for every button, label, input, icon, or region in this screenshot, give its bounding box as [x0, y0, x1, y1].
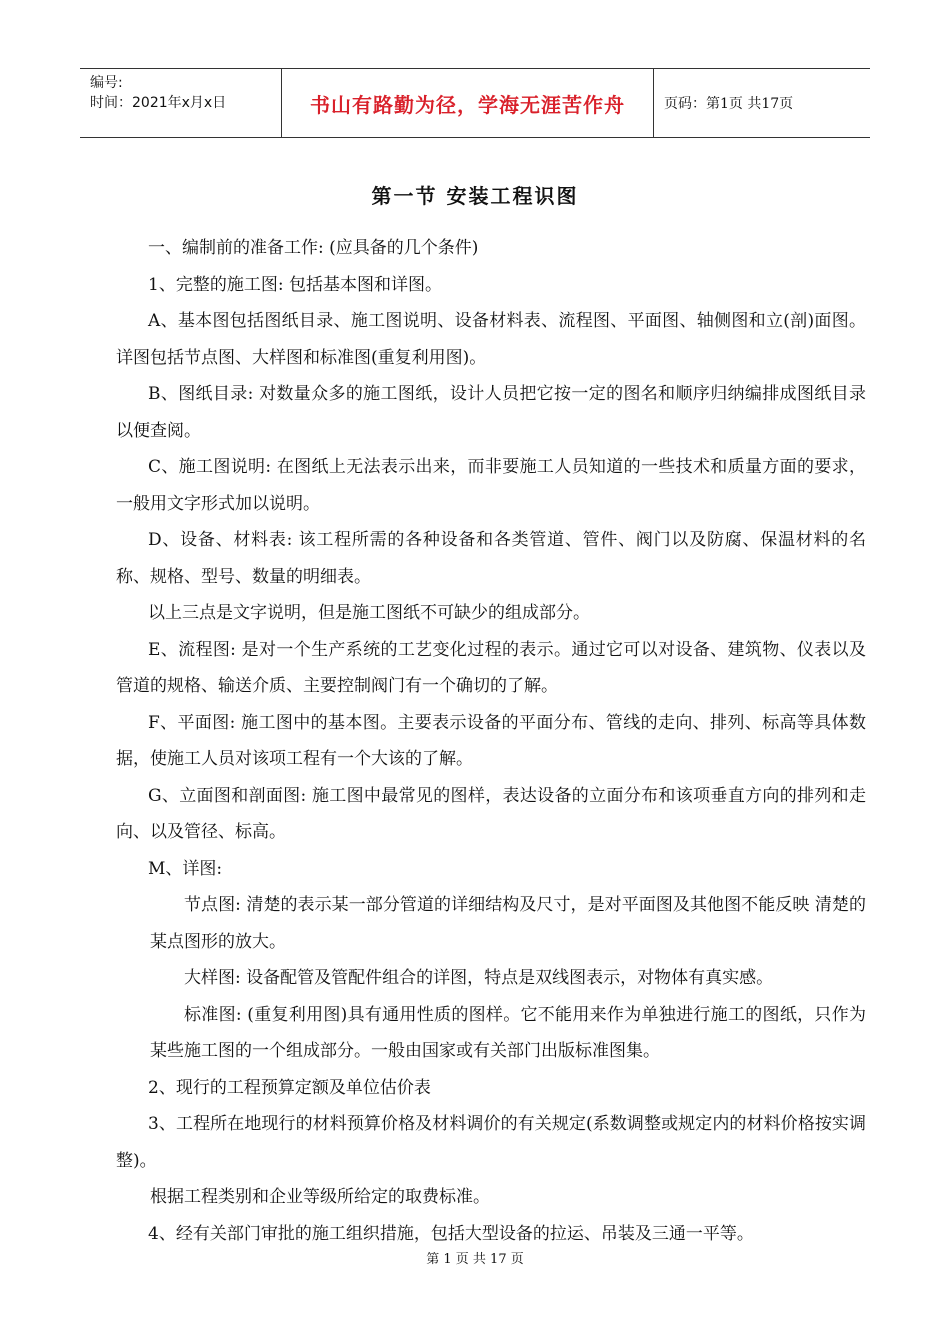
- paragraph-detail-diagram: 大样图: 设备配管及管配件组合的详图，特点是双线图表示，对物体有真实感。: [184, 968, 774, 988]
- paragraph-item-g: G、立面图和剖面图: 施工图中最常见的图样，表达设备的立面分布和该项垂直方向的排列和走向、以及管径、标高。: [116, 785, 866, 842]
- paragraph-prep-heading: 一、编制前的准备工作: (应具备的几个条件): [148, 238, 479, 258]
- header-motto: 书山有路勤为径，学海无涯苦作舟: [282, 69, 654, 137]
- paragraph-item-4: 4、经有关部门审批的施工组织措施，包括大型设备的拉运、吊装及三通一平等。: [148, 1223, 754, 1244]
- paragraph-fee-standard: 根据工程类别和企业等级所给定的取费标准。: [150, 1187, 490, 1207]
- paragraph-node-diagram: 节点图: 清楚的表示某一部分管道的详细结构及尺寸，是对平面图及其他图不能反映 清楚的某点图形的放大。: [150, 895, 866, 952]
- page-header: [80, 68, 870, 138]
- page-footer: 第 1 页 共 17 页: [426, 1252, 524, 1267]
- header-meta: [80, 69, 282, 137]
- paragraph-item-m: M、详图:: [148, 858, 223, 879]
- paragraph-item-3: 3、工程所在地现行的材料预算价格及材料调价的有关规定(系数调整或规定内的材料价格按实调整)。: [116, 1114, 866, 1171]
- document-body: [116, 230, 866, 1252]
- paragraph-summary: 以上三点是文字说明，但是施工图纸不可缺少的组成部分。: [148, 603, 590, 623]
- header-page-info: 页码：第1页 共17页: [664, 96, 794, 112]
- paragraph-item-1: 1、完整的施工图: 包括基本图和详图。: [148, 274, 442, 295]
- paragraph-item-2: 2、现行的工程预算定额及单位估价表: [148, 1077, 431, 1098]
- paragraph-item-f: F、平面图: 施工图中的基本图。主要表示设备的平面分布、管线的走向、排列、标高等具体数据，使施工人员对该项工程有一个大该的了解。: [116, 712, 866, 769]
- paragraph-item-a: A、基本图包括图纸目录、施工图说明、设备材料表、流程图、平面图、轴侧图和立(剖)面图。 详图包括节点图、大样图和标准图(重复利用图)。: [116, 311, 866, 368]
- paragraph-item-e: E、流程图: 是对一个生产系统的工艺变化过程的表示。通过它可以对设备、建筑物、仪表以及管道的规格、输送介质、主要控制阀门有一个确切的了解。: [116, 639, 866, 696]
- paragraph-item-d: D、设备、材料表: 该工程所需的各种设备和各类管道、管件、阀门以及防腐、保温材料的名称、规格、型号、数量的明细表。: [116, 530, 866, 587]
- document-date: 时间：2021年x月x日: [90, 95, 227, 111]
- document-number-label: 编号:: [90, 75, 123, 91]
- paragraph-item-c: C、施工图说明: 在图纸上无法表示出来，而非要施工人员知道的一些技术和质量方面的要求，一般用文字形式加以说明。: [116, 457, 866, 514]
- paragraph-item-b: B、图纸目录: 对数量众多的施工图纸，设计人员把它按一定的图名和顺序归纳编排成图纸目录以便查阅。: [116, 384, 866, 441]
- section-title: 第一节 安装工程识图: [371, 184, 579, 208]
- paragraph-standard-diagram: 标准图: (重复利用图)具有通用性质的图样。它不能用来作为单独进行施工的图纸，只作为某些施工图的一个组成部分。一般由国家或有关部门出版标准图集。: [150, 1004, 866, 1061]
